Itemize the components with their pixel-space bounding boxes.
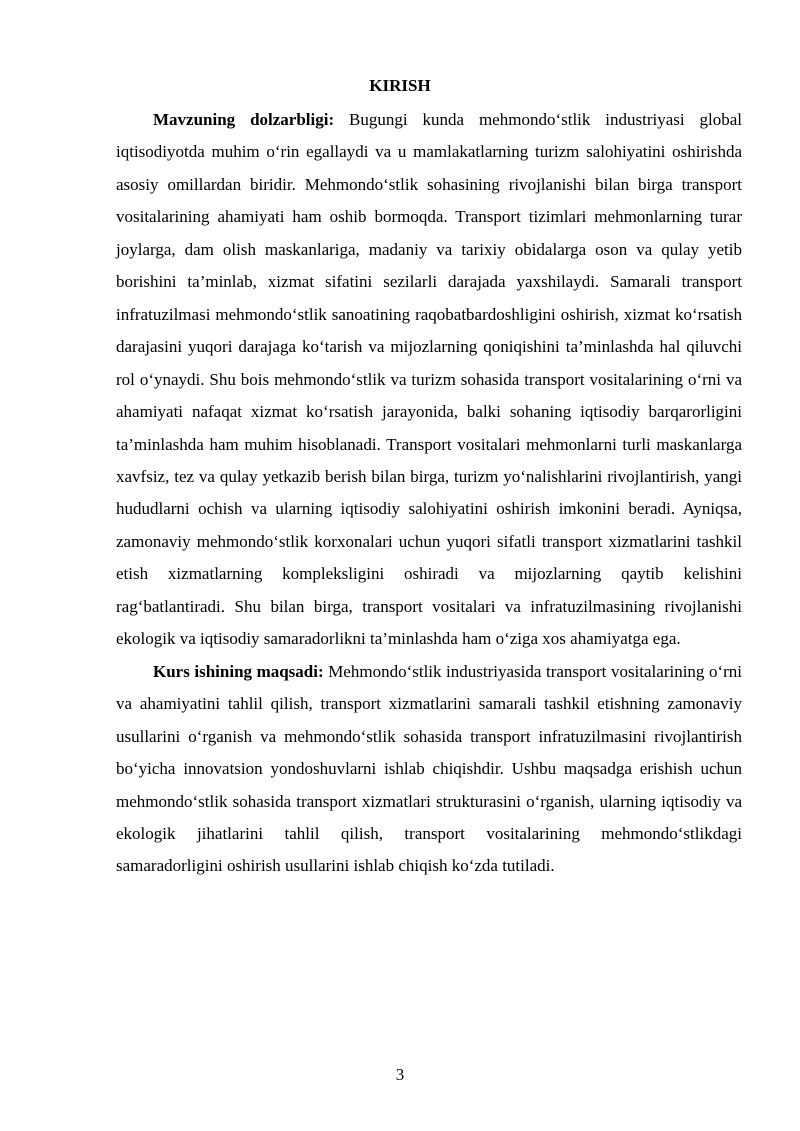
paragraph-relevance: [116, 104, 742, 656]
body-text: [116, 104, 742, 883]
paragraph-text-relevance: Bugungi kunda mehmondo‘stlik industriyasi global iqtisodiyotda muhim o‘rin egallaydi va u mamlakatlarning turizm salohiyatini oshirishda asosiy omillardan biridir. Mehmondo‘stlik sohasining rivojlanishi bilan birga transport vositalarining ahamiyati ham oshib bormoqda. Transport tizimlari mehmonlarning turar joylarga, dam olish maskanlariga, madaniy va tarixiy obidalarga oson va qulay yetib borishini ta’minlab, xizmat sifatini sezilarli darajada yaxshilaydi. Samarali transport infratuzilmasi mehmondo‘stlik sanoatining raqobatbardoshligini oshirish, xizmat ko‘rsatish darajasini yuqori darajaga ko‘tarish va mijozlarning qoniqishini ta’minlashda hal qiluvchi rol o‘ynaydi. Shu bois mehmondo‘stlik va turizm sohasida transport vositalarining o‘rni va ahamiyati nafaqat xizmat ko‘rsatish jarayonida, balki sohaning iqtisodiy barqarorligini ta’minlashda ham muhim hisoblanadi. Transport vositalari mehmonlarni turli maskanlarga xavfsiz, tez va qulay yetkazib berish bilan birga, turizm yo‘nalishlarini rivojlantirish, yangi hududlarni ochish va ularning iqtisodiy salohiyatini oshirish imkonini beradi. Ayniqsa, zamonaviy mehmondo‘stlik korxonalari uchun yuqori sifatli transport xizmatlarini tashkil etish xizmatlarning kompleksligini oshiradi va mijozlarning qaytib kelishini rag‘batlantiradi. Shu bilan birga, transport vositalari va infratuzilmasining rivojlanishi ekologik va iqtisodiy samaradorlikni ta’minlashda ham o‘ziga xos ahamiyatga ega.: [116, 110, 743, 649]
page-number: 3: [395, 1065, 405, 1084]
paragraph-text-goal: Mehmondo‘stlik industriyasida transport vositalarining o‘rni va ahamiyatini tahlil qilish, transport xizmatlarini samarali tashkil etishning zamonaviy usullarini o‘rganish va mehmondo‘stlik sohasida transport infratuzilmasini rivojlantirish bo‘yicha innovatsion yondoshuvlarni ishlab chiqishdir. Ushbu maqsadga erishish uchun mehmondo‘stlik sohasida transport xizmatlari strukturasini o‘rganish, ularning iqtisodiy va ekologik jihatlarini tahlil qilish, transport vositalarining mehmondo‘stlikdagi samaradorligini oshirish usullarini ishlab chiqish ko‘zda tutiladi.: [116, 661, 743, 876]
paragraph-goal: [116, 656, 742, 883]
paragraph-lead-relevance: Mavzuning dolzarbligi:: [153, 110, 335, 129]
section-heading: KIRISH: [369, 76, 431, 95]
paragraph-lead-goal: Kurs ishining maqsadi:: [153, 661, 324, 681]
